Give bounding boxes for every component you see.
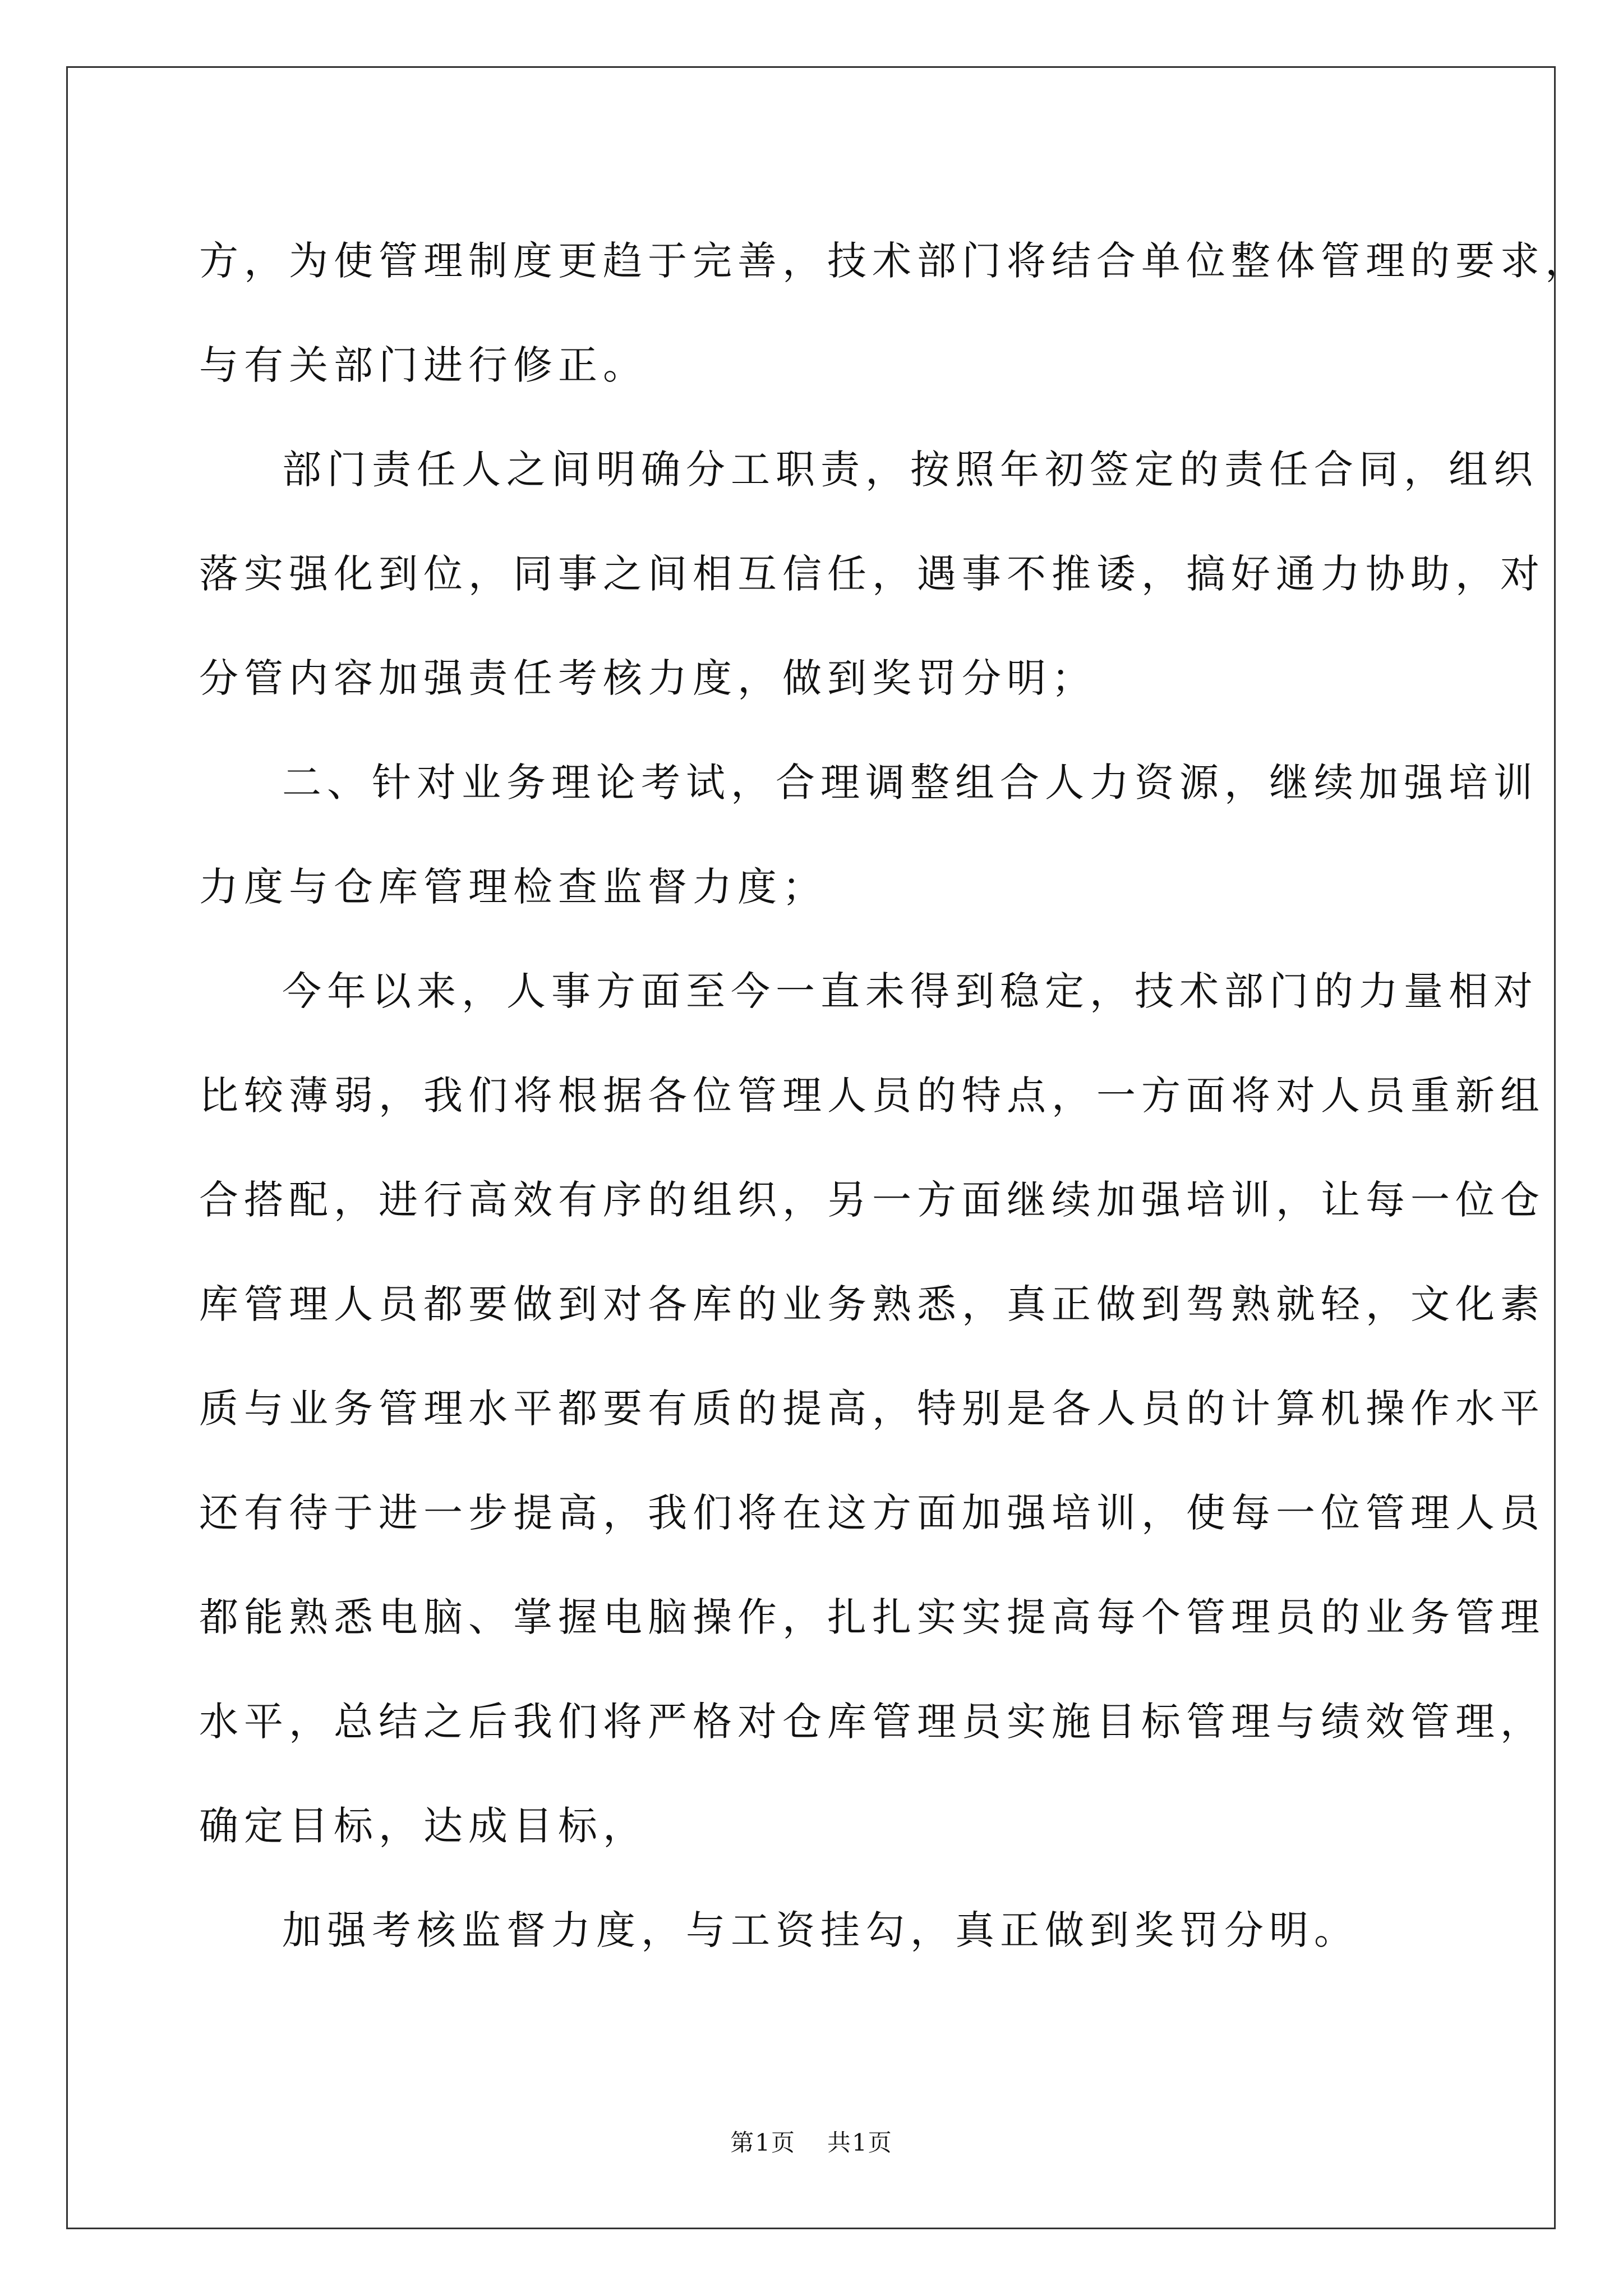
text-line: 水平，总结之后我们将严格对仓库管理员实施目标管理与绩效管理，	[199, 1699, 1545, 1745]
text-line: 质与业务管理水平都要有质的提高，特别是各人员的计算机操作水平	[199, 1386, 1545, 1432]
paragraph-4	[199, 939, 1545, 1878]
text-line: 落实强化到位，同事之间相互信任，遇事不推诿，搞好通力协助，对	[199, 551, 1545, 597]
text-line: 都能熟悉电脑、掌握电脑操作，扎扎实实提高每个管理员的业务管理	[199, 1594, 1545, 1640]
text-line: 分管内容加强责任考核力度，做到奖罚分明；	[199, 655, 1096, 701]
paragraph-2	[199, 417, 1545, 730]
text-line: 力度与仓库管理检查监督力度；	[199, 864, 827, 910]
paragraph-1	[199, 209, 1590, 417]
text-line: 合搭配，进行高效有序的组织，另一方面继续加强培训，让每一位仓	[199, 1177, 1545, 1223]
text-line: 确定目标，达成目标，	[199, 1803, 648, 1849]
document-body	[199, 209, 1590, 1982]
page-total: 共1页	[827, 2129, 893, 2156]
paragraph-3	[199, 730, 1538, 939]
text-line: 库管理人员都要做到对各库的业务熟悉，真正做到驾熟就轻，文化素	[199, 1281, 1545, 1327]
text-line: 与有关部门进行修正。	[199, 342, 648, 388]
page-footer	[0, 2126, 1623, 2160]
text-line: 今年以来，人事方面至今一直未得到稳定，技术部门的力量相对	[282, 968, 1538, 1014]
text-line: 二、针对业务理论考试，合理调整组合人力资源，继续加强培训	[282, 760, 1538, 806]
text-line: 加强考核监督力度，与工资挂勾，真正做到奖罚分明。	[282, 1907, 1359, 1953]
text-line: 还有待于进一步提高，我们将在这方面加强培训，使每一位管理人员	[199, 1490, 1545, 1536]
page-number: 第1页	[730, 2129, 796, 2156]
text-line: 比较薄弱，我们将根据各位管理人员的特点，一方面将对人员重新组	[199, 1073, 1545, 1119]
text-line: 部门责任人之间明确分工职责，按照年初签定的责任合同，组织	[282, 447, 1538, 493]
text-line: 方，为使管理制度更趋于完善，技术部门将结合单位整体管理的要求，	[199, 238, 1590, 284]
paragraph-5	[199, 1878, 1433, 1982]
